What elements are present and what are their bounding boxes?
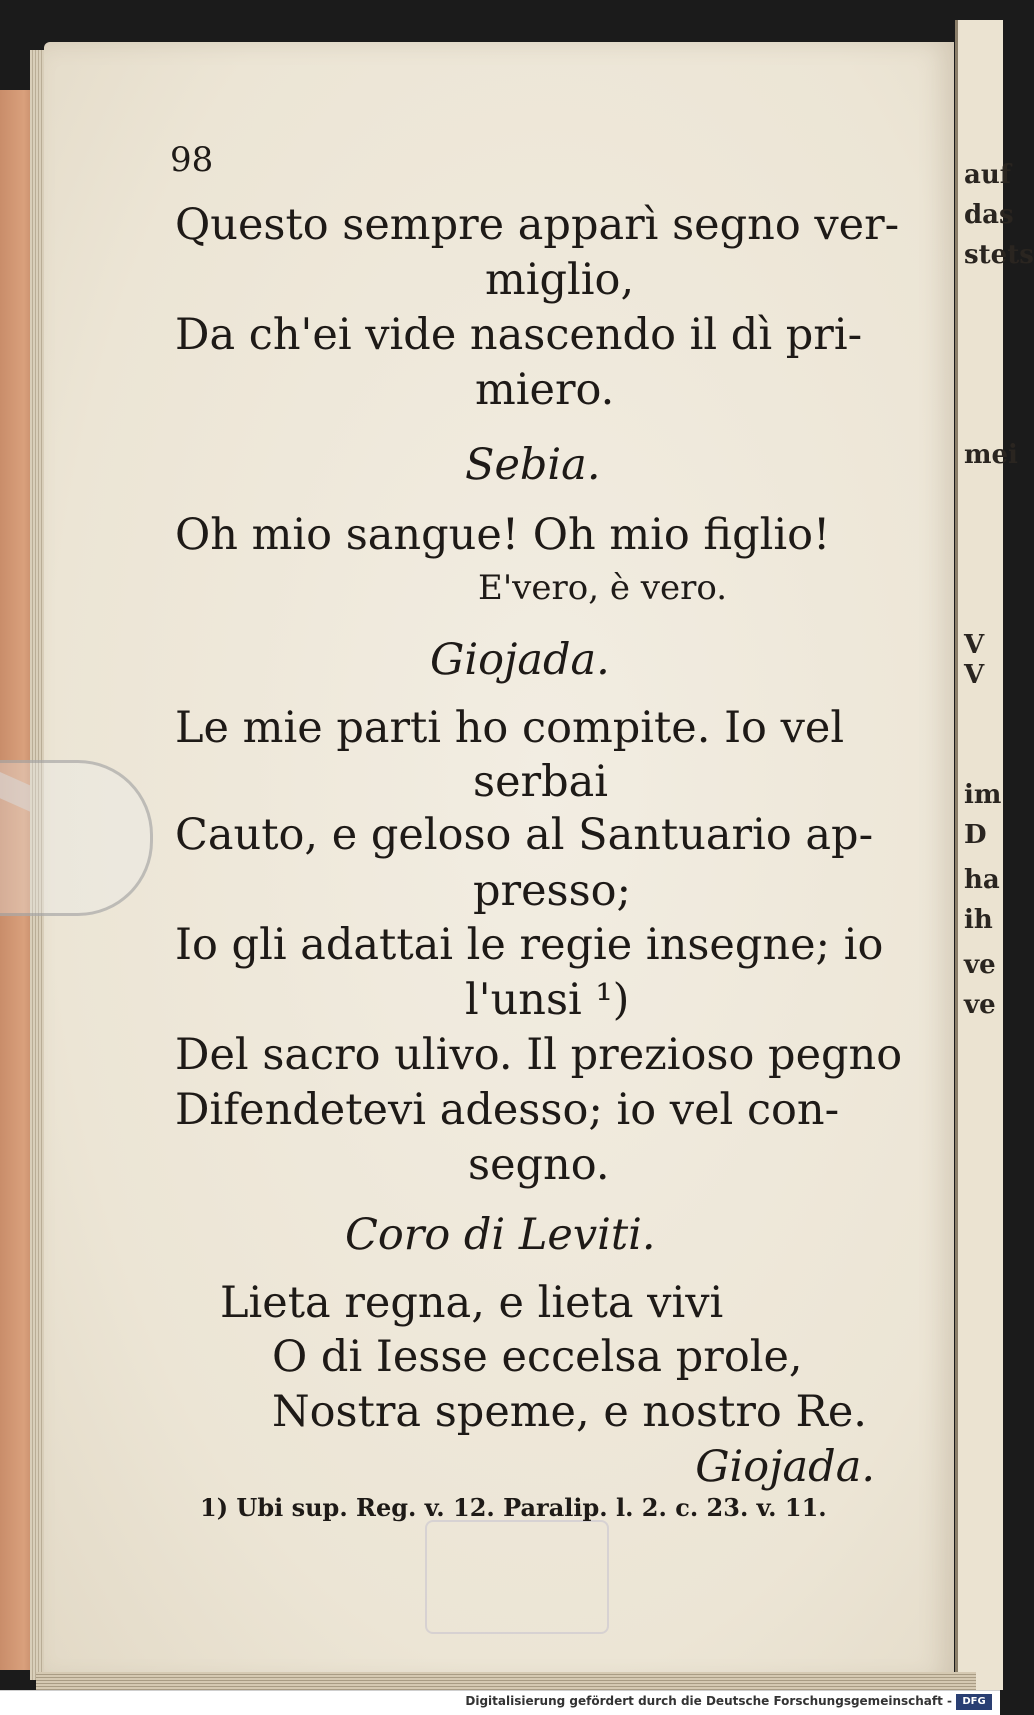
page-edges-bottom <box>36 1672 976 1692</box>
verse-line: Questo sempre apparì segno ver- <box>175 200 900 250</box>
facing-page-fragment: stets <box>964 240 1034 270</box>
verse-line-continuation: segno. <box>468 1140 610 1190</box>
facing-page-fragment: ha <box>964 865 1000 895</box>
catchword: Giojada. <box>695 1442 875 1492</box>
library-stamp <box>425 1520 609 1634</box>
speaker-name: Giojada. <box>430 635 610 685</box>
verse-line: Oh mio sangue! Oh mio figlio! <box>175 510 831 560</box>
chorus-line: Lieta regna, e lieta vivi <box>220 1278 724 1328</box>
verse-line-continuation: E'vero, è vero. <box>478 568 728 608</box>
facing-page-fragment: V <box>964 630 985 660</box>
chorus-line: O di Iesse eccelsa prole, <box>272 1332 803 1382</box>
verse-line: Le mie parti ho compite. Io vel <box>175 703 845 753</box>
facing-page-fragment: ih <box>964 905 993 935</box>
page-number: 98 <box>170 140 214 180</box>
facing-page-fragment: auf <box>964 160 1011 190</box>
funding-credit: Digitalisierung gefördert durch die Deutsche Forschungsgemeinschaft - <box>465 1694 952 1708</box>
footnote: 1) Ubi sup. Reg. v. 12. Paralip. l. 2. c. 23. v. 11. <box>200 1493 827 1522</box>
verse-line: Da ch'ei vide nascendo il dì pri- <box>175 310 863 360</box>
verse-line: Del sacro ulivo. Il prezioso pegno <box>175 1030 903 1080</box>
dfg-logo: DFG <box>956 1694 992 1710</box>
facing-page-fragment: ve <box>964 950 996 980</box>
facing-page-fragment: mei <box>964 440 1018 470</box>
verse-line-continuation: miero. <box>475 365 615 415</box>
verse-line-continuation: miglio, <box>485 255 635 305</box>
verse-line-continuation: l'unsi ¹) <box>465 975 630 1025</box>
verse-line: Io gli adattai le regie insegne; io <box>175 920 884 970</box>
facing-page <box>955 20 1034 1690</box>
verse-line: Cauto, e geloso al Santuario ap- <box>175 810 874 860</box>
facing-page-fragment: ve <box>964 990 996 1020</box>
verse-line-continuation: presso; <box>473 866 632 916</box>
verse-line: Difendetevi adesso; io vel con- <box>175 1085 840 1135</box>
chorus-heading: Coro di Leviti. <box>345 1210 656 1260</box>
facing-page-fragment: das <box>964 200 1014 230</box>
speaker-name: Sebia. <box>465 440 601 490</box>
facing-page-fragment: im <box>964 780 1002 810</box>
facing-page-fragment: D <box>964 820 987 850</box>
digitization-footer <box>0 1690 1000 1715</box>
chorus-line: Nostra speme, e nostro Re. <box>272 1387 867 1437</box>
verse-line-continuation: serbai <box>473 757 608 807</box>
bookmark-clip <box>0 760 153 916</box>
facing-page-fragment: V <box>964 660 985 690</box>
